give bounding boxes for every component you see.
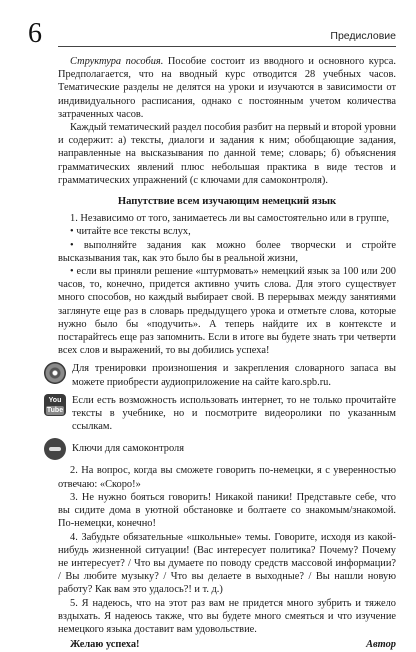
- intro-paragraph-structure: [58, 55, 396, 121]
- page-body: [46, 55, 397, 652]
- advice-point-1: 1. Независимо от того, занимаетесь ли вы самостоятельно или в группе,: [70, 213, 390, 225]
- video-note-text: Если есть возможность использовать интернет, то не только прочитайте тексты в учебнике, но и посмотрите видеоролики по указанным ссылкам.: [72, 394, 396, 433]
- advice-bullet-vocabulary: • если вы приняли решение «штурмовать» немецкий язык за 100 или 200 часов, то, конечно, придется активно учить слова. Для этого существует много способов, но каждый выбирает свой. В перерывах между занятиями заглянуте еще раз в словарь предыдущего урока и отметьте слова, которые нужно было бы «подучить». А теперь найдите их в контексте и постарайтесь еще раз запомнить. Если в итоге вы будете знать три четверти всех слов и выражений, то вы добились успеха!: [58, 266, 396, 357]
- audio-note: [44, 362, 396, 388]
- youtube-icon: [44, 394, 66, 416]
- advice-heading: Напутствие всем изучающим немецкий язык: [117, 196, 337, 208]
- structure-lead: Структура пособия.: [70, 56, 164, 67]
- intro-paragraph-sections: Каждый тематический раздел пособия разбит на первый и второй уровни и содержит: а) тексты, диалоги и задания к ним; обобщающие задания, направленные на высказывания по данной теме; словарь; б) объяснения грамматических явлений плюс небольшая практика в виде тестов и грамматических упражнений (с ключами для самоконтроля).: [58, 122, 396, 186]
- youtube-icon-bottom: Tube: [46, 406, 64, 414]
- header-divider: [58, 46, 396, 47]
- key-note-text: Ключи для самоконтроля: [72, 443, 184, 455]
- section-title: Предисловие: [330, 30, 396, 42]
- structure-text: Пособие состоит из вводного и основного курса. Предполагается, что на вводный курс отводится 28 учебных часов. Тематические разделы не делятся на уроки и изучаются в зависимости от индивидуального расписания, однако с постоянным учетом количества затраченных часов.: [58, 56, 397, 120]
- advice-point-5: 5. Я надеюсь, что на этот раз вам не придется много зубрить и тяжело вздыхать. Я надеюсь также, что вы будете много смеяться и что изучение немецкого языка доставит вам удовольствие.: [58, 597, 396, 635]
- youtube-icon-top: You: [48, 396, 62, 404]
- key-note: [44, 438, 396, 460]
- audio-cd-icon: [44, 362, 66, 384]
- page-number: 6: [28, 18, 42, 49]
- video-note: [44, 394, 396, 434]
- advice-bullet-creative: • выполняйте задания как можно более творчески и стройте высказывания так, как это было бы в реальной жизни,: [58, 239, 396, 264]
- audio-note-text: Для тренировки произношения и закрепления словарного запаса вы можете приобрести аудиоприложение на сайте karo.spb.ru.: [72, 363, 396, 388]
- advice-point-2: 2. На вопрос, когда вы сможете говорить по-немецки, я с уверенностью отвечаю: «Скоро!»: [58, 465, 396, 490]
- author-signature: Автор: [366, 639, 396, 651]
- advice-point-4: 4. Забудьте обязательные «школьные» темы. Говорите, исходя из какой-нибудь жизненной ситуации! (Вас интересует политика? Почему? Почему не интересует? / Что вы думаете по поводу средств массовой информации? / Вы любите музыку? / Что вы делаете в выходные? / Вы нашли новую работу? Как вам это удалось?! и т. д.): [58, 531, 396, 596]
- advice-bullet-read-aloud: • читайте все тексты вслух,: [70, 226, 191, 238]
- advice-point-3: 3. Не нужно бояться говорить! Никакой паники! Представьте себе, что вы сидите дома в уютной обстановке и болтаете со знакомым/знакомой. По-немецки, конечно!: [58, 491, 396, 530]
- key-icon: [44, 438, 66, 460]
- closing-wish: Желаю успеха!: [70, 639, 140, 651]
